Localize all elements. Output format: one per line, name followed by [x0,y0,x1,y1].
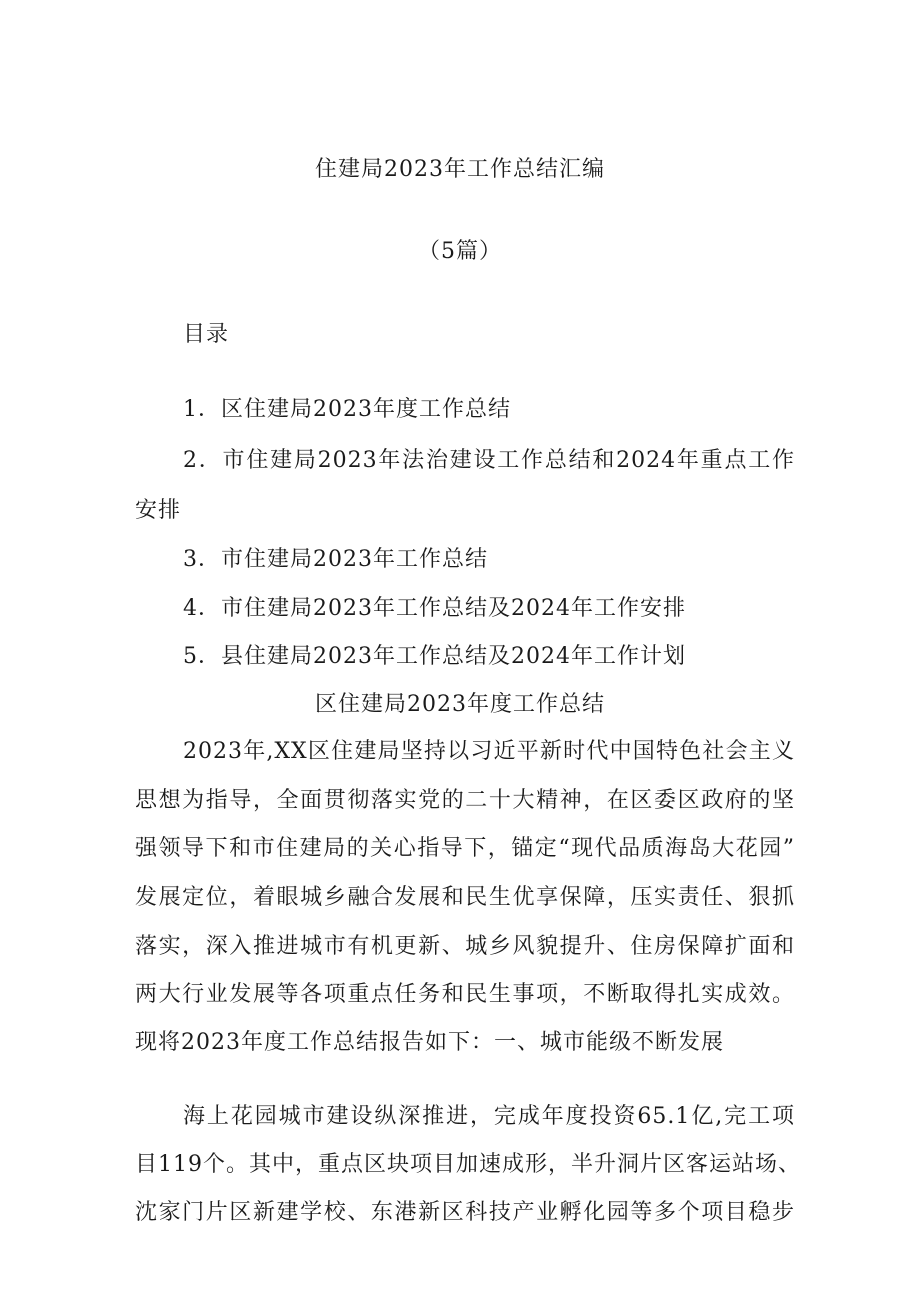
toc-item: 1．区住建局2023年度工作总结 [183,397,511,422]
paragraph-line: 两大行业发展等各项重点任务和民生事项，不断取得扎实成效。 [135,982,795,1007]
paragraph-line: 发展定位，着眼城乡融合发展和民生优享保障，压实责任、狠抓 [135,885,795,910]
paragraph-line: 2023年,XX区住建局坚持以习近平新时代中国特色社会主义 [183,739,795,764]
paragraph-line: 现将2023年度工作总结报告如下：一、城市能级不断发展 [135,1030,724,1055]
toc-item: 3．市住建局2023年工作总结 [183,547,488,572]
toc-heading: 目录 [183,322,230,347]
paragraph-line: 思想为指导，全面贯彻落实党的二十大精神，在区委区政府的坚 [135,788,795,813]
toc-item-continuation: 安排 [135,498,182,523]
section-title: 区住建局2023年度工作总结 [315,692,605,717]
toc-item: 2．市住建局2023年法治建设工作总结和2024年重点工作 [183,448,795,473]
paragraph-line: 海上花园城市建设纵深推进，完成年度投资65.1亿,完工项 [183,1104,795,1129]
paragraph-line: 目119个。其中，重点区块项目加速成形，半升洞片区客运站场、 [135,1152,801,1177]
toc-item: 5．县住建局2023年工作总结及2024年工作计划 [183,644,686,669]
document-subtitle: （5篇） [418,239,502,264]
paragraph-line: 沈家门片区新建学校、东港新区科技产业孵化园等多个项目稳步 [135,1200,795,1225]
paragraph-line: 落实，深入推进城市有机更新、城乡风貌提升、住房保障扩面和 [135,934,795,959]
paragraph-line: 强领导下和市住建局的关心指导下，锚定“现代品质海岛大花园” [135,836,795,861]
toc-item: 4．市住建局2023年工作总结及2024年工作安排 [183,596,686,621]
document-title: 住建局2023年工作总结汇编 [315,157,605,182]
